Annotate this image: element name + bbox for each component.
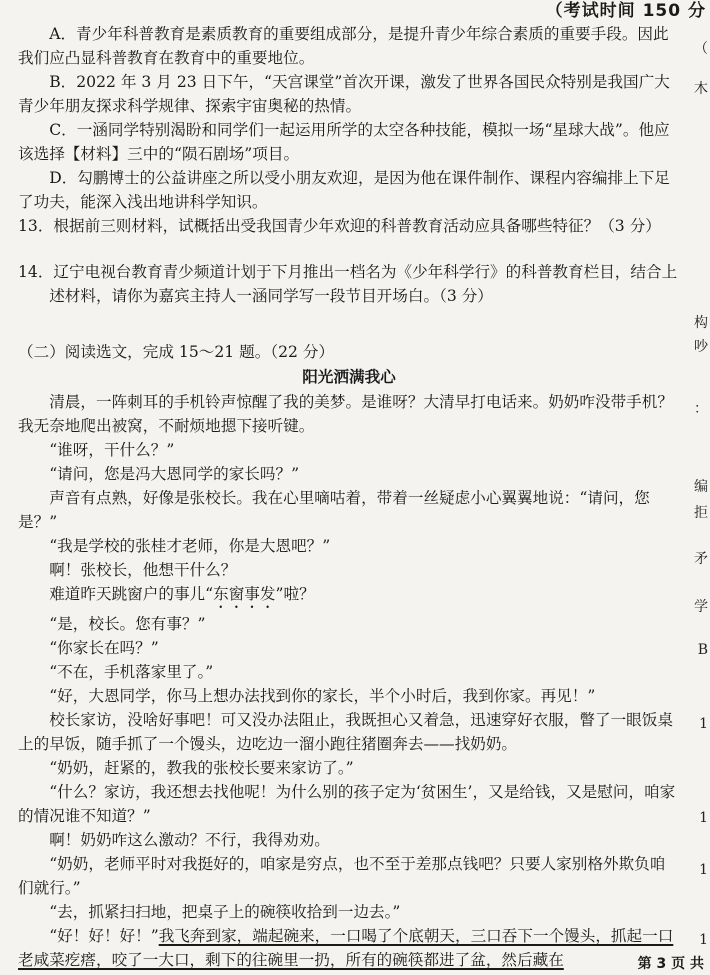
dotted-phrase: 东窗事发 [213,585,276,603]
edge-char: 木 [694,81,708,97]
question-14: 14．辽宁电视台教育青少频道计划于下月推出一档名为《少年科学行》的科普教育栏目，结合上述材料，请你为嘉宾主持人一涵同学写一段节目开场白。（3 分） [18,263,678,305]
story-text: 难道昨天跳窗户的事儿“ [49,585,214,603]
edge-char: 拒 [694,505,708,521]
edge-char: 学 [694,599,708,615]
edge-char: 编 [694,479,708,495]
section-heading: （二）阅读选文，完成 15～21 题。（22 分） [18,343,335,361]
edge-char: 矛 [694,551,708,567]
story-paragraph: “我是学校的张桂才老师，你是大恩吧？” [49,537,331,555]
story-paragraph: “好，大恩同学，你马上想办法找到你的家长，半个小时后，我到你家。再见！” [49,687,596,705]
story-paragraph: “谁呀，干什么？” [49,441,175,459]
edge-char: B [697,642,708,658]
underlined-passage: 我飞奔到家，端起碗来，一口喝了个底朝天，三口吞下一个馒头，抓起一口老咸菜疙瘩，咬了一大口，剩下的往碗里一扔，所有的碗筷都进了盆，然后藏在 [18,927,674,969]
story-paragraph: “你家长在吗？” [49,639,159,657]
story-paragraph: 清晨，一阵刺耳的手机铃声惊醒了我的美梦。是谁呀？大清早打电话来。奶奶咋没带手机？我无奈地爬出被窝，不耐烦地摁下接听键。 [18,393,673,435]
story-paragraph: 啊！张校长，他想干什么？ [49,561,237,579]
story-text: ”啦？ [275,585,315,603]
story-paragraph [18,582,680,612]
story-paragraph: “去，抓紧扫扫地，把桌子上的碗筷收拾到一边去。” [49,903,401,921]
story-paragraph: “是，校长。您有事？” [49,615,206,633]
edge-char: 1 [699,862,708,878]
edge-char: 1 [699,810,708,826]
story-paragraph: “奶奶，老师平时对我挺好的，咱家是穷点，也不至于差那点钱吧？只要人家别格外欺负咱们就行。” [18,855,666,897]
story-paragraph: “什么？家访，我还想去找他呢！为什么别的孩子定为‘贫困生’，又是给钱，又是慰问，咱家的情况谁不知道？” [18,783,676,825]
story-text: “好！好！好！” [49,927,159,945]
edge-char: ： [694,401,708,417]
edge-char: 构 [694,315,708,331]
edge-char: 1 [699,716,708,732]
edge-char: （ [694,41,708,57]
story-paragraph: “请问，您是冯大恩同学的家长吗？” [49,465,300,483]
option-d: D．勾鹏博士的公益讲座之所以受小朋友欢迎，是因为他在课件制作、课程内容编排上下足了功夫，能深入浅出地讲科学知识。 [18,169,670,211]
story-paragraph: “不在，手机落家里了。” [49,663,214,681]
option-b: B．2022 年 3 月 23 日下午，“天宫课堂”首次开课，激发了世界各国民众特别是我国广大青少年朋友探求科学规律、探索宇宙奥秘的热情。 [18,73,670,115]
question-13: 13．根据前三则材料，试概括出受我国青少年欢迎的科普教育活动应具备哪些特征？（3 分） [18,217,661,235]
edge-char: 吵 [694,339,708,355]
option-c: C．一涵同学特别渴盼和同学们一起运用所学的太空各种技能，模拟一场“星球大战”。他应该选择【材料】三中的“陨石剧场”项目。 [18,121,670,163]
page-content [18,22,680,972]
option-a: A．青少年科普教育是素质教育的重要组成部分，是提升青少年综合素质的重要手段。因此我们应凸显科普教育在教育中的重要地位。 [18,25,669,67]
story-paragraph: 校长家访，没啥好事吧！可又没办法阻止，我既担心又着急，迅速穿好衣服，瞥了一眼饭桌上的早饭，随手抓了一个馒头，边吃边一溜小跑往猪圈奔去——找奶奶。 [18,711,673,753]
story-title: 阳光洒满我心 [302,367,396,386]
page-footer: 第 3 页 共 [637,956,704,972]
story-paragraph: “奶奶，赶紧的，教我的张校长要来家访了。” [49,759,354,777]
story-paragraph [18,924,680,972]
exam-time-label: （考试时间 150 分 [545,1,706,21]
story-paragraph: 啊！奶奶咋这么激动？不行，我得劝劝。 [49,831,330,849]
story-paragraph: 声音有点熟，好像是张校长。我在心里嘀咕着，带着一丝疑虑小心翼翼地说：“请问，您是？” [18,489,650,531]
edge-char: 1 [699,932,708,948]
